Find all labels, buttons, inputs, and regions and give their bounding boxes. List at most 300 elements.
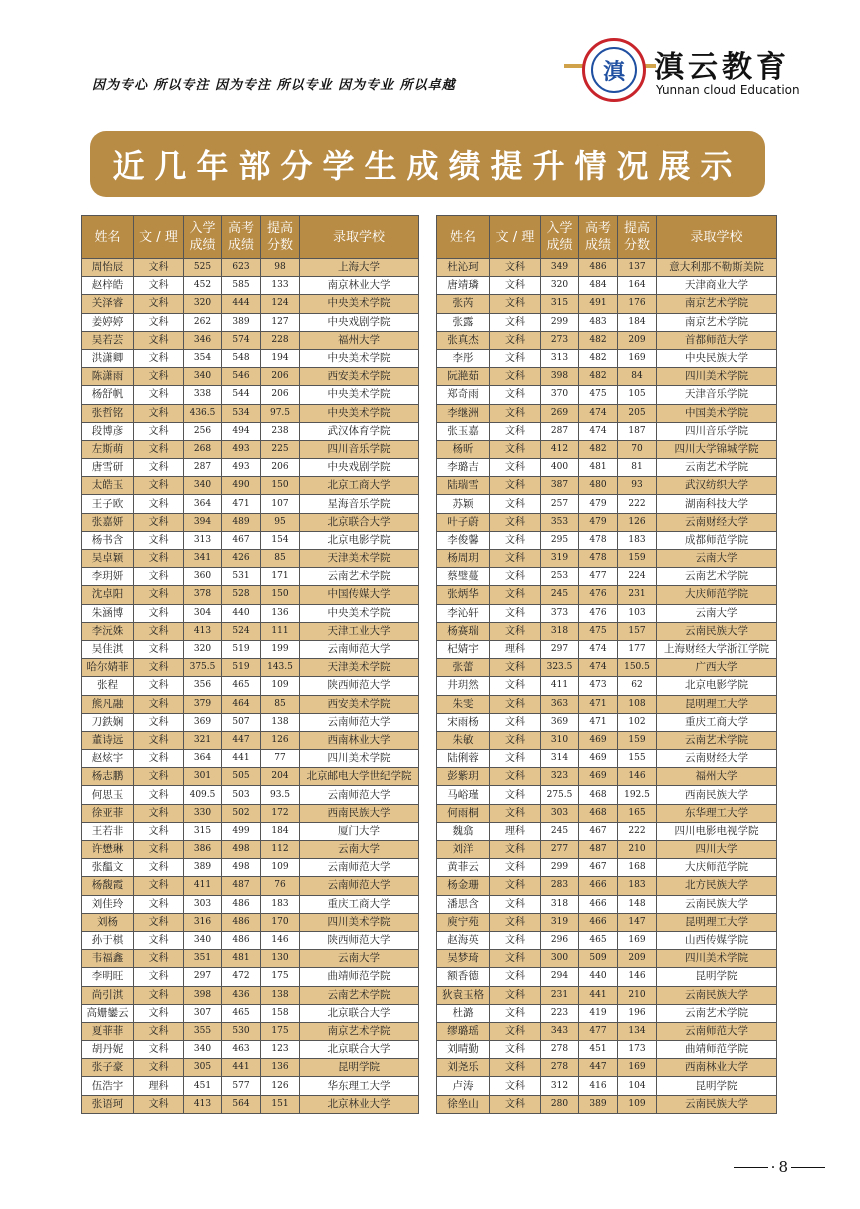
entry-score: 379 [184,695,222,713]
student-name: 哈尔婧菲 [82,659,134,677]
student-name: 赵海英 [437,931,490,949]
score-gain: 133 [261,277,300,295]
gaokao-score: 503 [222,786,261,804]
score-gain: 183 [261,895,300,913]
admitted-school: 大庆师范学院 [657,586,777,604]
admitted-school: 西南林业大学 [300,731,419,749]
gaokao-score: 474 [579,422,618,440]
entry-score: 375.5 [184,659,222,677]
table-row [82,1041,419,1059]
student-name: 刘尧乐 [437,1059,490,1077]
student-name: 关泽睿 [82,295,134,313]
subject-track: 文科 [134,622,184,640]
entry-score: 320 [541,277,579,295]
gaokao-score: 480 [579,477,618,495]
table-row [437,440,777,458]
admitted-school: 曲靖师范学院 [657,1041,777,1059]
student-name: 马峪瑾 [437,786,490,804]
entry-score: 299 [541,313,579,331]
table-row [82,659,419,677]
score-gain: 151 [261,1095,300,1113]
table-row [437,495,777,513]
subject-track: 文科 [490,259,541,277]
subject-track: 文科 [134,841,184,859]
table-row [437,568,777,586]
entry-score: 346 [184,331,222,349]
slogan: 因为专心 所以专注 因为专注 所以专业 因为专业 所以卓越 [92,78,456,93]
gaokao-score: 471 [579,695,618,713]
entry-score: 303 [184,895,222,913]
subject-track: 文科 [490,440,541,458]
entry-score: 231 [541,986,579,1004]
entry-score: 287 [184,459,222,477]
admitted-school: 北京电影学院 [300,531,419,549]
subject-track: 文科 [134,786,184,804]
admitted-school: 中国美术学院 [657,404,777,422]
table-row [82,877,419,895]
admitted-school: 北京邮电大学世纪学院 [300,768,419,786]
score-gain: 222 [618,822,657,840]
admitted-school: 云南艺术学院 [657,459,777,477]
admitted-school: 昆明理工大学 [657,913,777,931]
table-row [82,822,419,840]
gaokao-score: 465 [579,931,618,949]
subject-track: 文科 [490,804,541,822]
score-gain: 169 [618,1059,657,1077]
subject-track: 文科 [134,604,184,622]
entry-score: 296 [541,931,579,949]
page-number-text: 8 [778,1158,788,1176]
gaokao-score: 531 [222,568,261,586]
student-name: 何思玉 [82,786,134,804]
table-row [82,1004,419,1022]
admitted-school: 星海音乐学院 [300,495,419,513]
admitted-school: 云南民族大学 [657,622,777,640]
gaokao-score: 487 [222,877,261,895]
column-header: 入学 成绩 [541,216,579,259]
entry-score: 313 [541,349,579,367]
score-gain: 93.5 [261,786,300,804]
score-gain: 175 [261,968,300,986]
gaokao-score: 546 [222,368,261,386]
gaokao-score: 486 [222,895,261,913]
score-gain: 187 [618,422,657,440]
entry-score: 341 [184,550,222,568]
entry-score: 283 [541,877,579,895]
gaokao-score: 467 [222,531,261,549]
subject-track: 文科 [490,1095,541,1113]
student-name: 洪潇卿 [82,349,134,367]
entry-score: 295 [541,531,579,549]
table-row [437,368,777,386]
column-header: 姓名 [437,216,490,259]
subject-track: 文科 [490,459,541,477]
entry-score: 452 [184,277,222,295]
score-gain: 169 [618,931,657,949]
table-row [437,750,777,768]
gaokao-score: 440 [579,968,618,986]
entry-score: 409.5 [184,786,222,804]
score-gain: 209 [618,331,657,349]
subject-track: 文科 [134,1022,184,1040]
column-header: 入学 成绩 [184,216,222,259]
table-row [82,477,419,495]
subject-track: 文科 [490,1041,541,1059]
entry-score: 340 [184,931,222,949]
brand-name-cn: 滇云教育 [654,50,790,85]
admitted-school: 西南民族大学 [657,786,777,804]
table-row [82,968,419,986]
admitted-school: 山西传媒学院 [657,931,777,949]
student-name: 张程 [82,677,134,695]
subject-track: 文科 [490,531,541,549]
gaokao-score: 486 [579,259,618,277]
table-row [437,950,777,968]
score-gain: 124 [261,295,300,313]
entry-score: 315 [184,822,222,840]
score-gain: 169 [618,349,657,367]
entry-score: 370 [541,386,579,404]
admitted-school: 东华理工大学 [657,804,777,822]
score-gain: 127 [261,313,300,331]
table-row [437,713,777,731]
entry-score: 413 [184,622,222,640]
score-gain: 76 [261,877,300,895]
table-row [437,513,777,531]
subject-track: 文科 [134,259,184,277]
table-header-row [437,216,777,259]
gaokao-score: 479 [579,513,618,531]
gaokao-score: 487 [579,841,618,859]
gaokao-score: 465 [222,677,261,695]
admitted-school: 云南艺术学院 [657,568,777,586]
gaokao-score: 465 [222,1004,261,1022]
score-gain: 138 [261,986,300,1004]
entry-score: 314 [541,750,579,768]
gaokao-score: 494 [222,422,261,440]
table-row [437,1077,777,1095]
score-gain: 109 [261,859,300,877]
entry-score: 411 [541,677,579,695]
score-gain: 224 [618,568,657,586]
student-name: 张蕾 [437,659,490,677]
subject-track: 理科 [490,640,541,658]
student-name: 李玥妍 [82,568,134,586]
score-gain: 107 [261,495,300,513]
table-row [82,931,419,949]
score-gain: 209 [618,950,657,968]
subject-track: 文科 [134,1004,184,1022]
gaokao-score: 486 [222,913,261,931]
gaokao-score: 441 [579,986,618,1004]
student-name: 吴卓颖 [82,550,134,568]
student-name: 张子豪 [82,1059,134,1077]
subject-track: 文科 [490,677,541,695]
gaokao-score: 507 [222,713,261,731]
entry-score: 320 [184,295,222,313]
entry-score: 319 [541,913,579,931]
gaokao-score: 475 [579,386,618,404]
student-name: 张炳华 [437,586,490,604]
table-row [437,1022,777,1040]
student-name: 张玉嘉 [437,422,490,440]
admitted-school: 北京联合大学 [300,1041,419,1059]
entry-score: 273 [541,331,579,349]
student-name: 郑奇雨 [437,386,490,404]
entry-score: 312 [541,1077,579,1095]
subject-track: 文科 [134,1059,184,1077]
gaokao-score: 481 [579,459,618,477]
score-gain: 123 [261,1041,300,1059]
student-name: 吴梦琦 [437,950,490,968]
score-gain: 146 [261,931,300,949]
score-gain: 168 [618,859,657,877]
score-gain: 109 [261,677,300,695]
table-row [82,950,419,968]
score-gain: 104 [618,1077,657,1095]
score-gain: 146 [618,768,657,786]
entry-score: 398 [541,368,579,386]
student-name: 左斯萌 [82,440,134,458]
admitted-school: 中央戏剧学院 [300,459,419,477]
admitted-school: 北京电影学院 [657,677,777,695]
entry-score: 253 [541,568,579,586]
student-name: 李继洲 [437,404,490,422]
table-row [82,1095,419,1113]
subject-track: 文科 [134,477,184,495]
gaokao-score: 623 [222,259,261,277]
subject-track: 文科 [134,859,184,877]
table-row [437,1095,777,1113]
entry-score: 386 [184,841,222,859]
subject-track: 文科 [490,622,541,640]
subject-track: 文科 [134,695,184,713]
gaokao-score: 498 [222,859,261,877]
table-row [437,804,777,822]
gaokao-score: 489 [222,513,261,531]
student-name: 孙于棋 [82,931,134,949]
table-row [82,295,419,313]
admitted-school: 云南艺术学院 [657,731,777,749]
score-gain: 199 [261,640,300,658]
entry-score: 310 [541,731,579,749]
gaokao-score: 464 [222,695,261,713]
table-row [82,495,419,513]
student-name: 阮滟茹 [437,368,490,386]
score-gain: 154 [261,531,300,549]
subject-track: 文科 [134,931,184,949]
gaokao-score: 469 [579,731,618,749]
student-name: 伍浩宇 [82,1077,134,1095]
subject-track: 文科 [490,731,541,749]
table-row [82,731,419,749]
gaokao-score: 481 [222,950,261,968]
entry-score: 313 [184,531,222,549]
subject-track: 文科 [134,404,184,422]
table-row [437,913,777,931]
entry-score: 373 [541,604,579,622]
admitted-school: 四川音乐学院 [657,422,777,440]
entry-score: 378 [184,586,222,604]
admitted-school: 北京联合大学 [300,1004,419,1022]
student-name: 赵梓皓 [82,277,134,295]
entry-score: 245 [541,586,579,604]
student-name: 李彤 [437,349,490,367]
score-gain: 137 [618,259,657,277]
gaokao-score: 466 [579,895,618,913]
subject-track: 文科 [490,495,541,513]
table-row [437,895,777,913]
score-gain: 159 [618,731,657,749]
gaokao-score: 447 [579,1059,618,1077]
table-row [82,531,419,549]
gaokao-score: 416 [579,1077,618,1095]
page-rule [791,1167,825,1168]
entry-score: 297 [541,640,579,658]
student-name: 王若非 [82,822,134,840]
score-gain: 150.5 [618,659,657,677]
score-gain: 177 [618,640,657,658]
subject-track: 文科 [490,931,541,949]
table-header-row [82,216,419,259]
admitted-school: 云南财经大学 [657,750,777,768]
admitted-school: 厦门大学 [300,822,419,840]
column-header: 高考 成绩 [579,216,618,259]
entry-score: 394 [184,513,222,531]
student-name: 张嘉妍 [82,513,134,531]
admitted-school: 湖南科技大学 [657,495,777,513]
gaokao-score: 544 [222,386,261,404]
admitted-school: 武汉体育学院 [300,422,419,440]
table-row [82,550,419,568]
score-gain: 196 [618,1004,657,1022]
score-gain: 150 [261,477,300,495]
page-number [728,1158,828,1176]
subject-track: 文科 [490,968,541,986]
column-header: 高考 成绩 [222,216,261,259]
subject-track: 文科 [134,640,184,658]
table-row [82,804,419,822]
admitted-school: 陕西师范大学 [300,931,419,949]
student-name: 杨昕 [437,440,490,458]
subject-track: 文科 [134,677,184,695]
table-row [82,677,419,695]
column-header: 提高 分数 [261,216,300,259]
gaokao-score: 477 [579,1022,618,1040]
score-gain: 77 [261,750,300,768]
table-row [437,659,777,677]
table-row [82,331,419,349]
student-name: 杨书含 [82,531,134,549]
gaokao-score: 574 [222,331,261,349]
subject-track: 文科 [490,859,541,877]
admitted-school: 上海大学 [300,259,419,277]
gaokao-score: 476 [579,586,618,604]
gaokao-score: 440 [222,604,261,622]
entry-score: 300 [541,950,579,968]
admitted-school: 福州大学 [300,331,419,349]
score-gain: 134 [618,1022,657,1040]
entry-score: 297 [184,968,222,986]
score-gain: 206 [261,368,300,386]
subject-track: 文科 [134,531,184,549]
entry-score: 304 [184,604,222,622]
admitted-school: 中国传媒大学 [300,586,419,604]
admitted-school: 意大利那不勒斯美院 [657,259,777,277]
subject-track: 文科 [490,386,541,404]
entry-score: 277 [541,841,579,859]
student-name: 唐靖璘 [437,277,490,295]
entry-score: 389 [184,859,222,877]
table-row [82,349,419,367]
table-row [82,622,419,640]
entry-score: 299 [541,859,579,877]
entry-score: 340 [184,368,222,386]
gaokao-score: 463 [222,1041,261,1059]
subject-track: 文科 [490,1022,541,1040]
subject-track: 文科 [134,586,184,604]
student-name: 额香德 [437,968,490,986]
score-gain: 150 [261,586,300,604]
admitted-school: 云南大学 [657,604,777,622]
gaokao-score: 519 [222,640,261,658]
student-name: 杨舒帆 [82,386,134,404]
subject-track: 文科 [134,768,184,786]
student-name: 陆瑞雪 [437,477,490,495]
entry-score: 269 [541,404,579,422]
subject-track: 文科 [134,968,184,986]
student-name: 刘佳玲 [82,895,134,913]
student-name: 胡丹妮 [82,1041,134,1059]
admitted-school: 昆明学院 [657,1077,777,1095]
subject-track: 文科 [134,331,184,349]
entry-score: 413 [184,1095,222,1113]
subject-track: 文科 [490,349,541,367]
score-gain: 206 [261,459,300,477]
admitted-school: 大庆师范学院 [657,859,777,877]
student-name: 杨周玥 [437,550,490,568]
admitted-school: 云南师范大学 [300,877,419,895]
entry-score: 287 [541,422,579,440]
page-dot: · [770,1158,776,1176]
entry-score: 411 [184,877,222,895]
student-name: 朱涵博 [82,604,134,622]
student-name: 刘杨 [82,913,134,931]
entry-score: 369 [184,713,222,731]
gaokao-score: 474 [579,659,618,677]
entry-score: 307 [184,1004,222,1022]
entry-score: 321 [184,731,222,749]
entry-score: 351 [184,950,222,968]
subject-track: 文科 [490,950,541,968]
gaokao-score: 447 [222,731,261,749]
table-row [437,349,777,367]
gaokao-score: 499 [222,822,261,840]
subject-track: 文科 [490,604,541,622]
subject-track: 文科 [490,331,541,349]
admitted-school: 福州大学 [657,768,777,786]
score-gain: 85 [261,695,300,713]
admitted-school: 广西大学 [657,659,777,677]
gaokao-score: 482 [579,440,618,458]
entry-score: 268 [184,440,222,458]
admitted-school: 四川电影电视学院 [657,822,777,840]
entry-score: 245 [541,822,579,840]
score-gain: 171 [261,568,300,586]
admitted-school: 南京艺术学院 [657,295,777,313]
subject-track: 文科 [490,295,541,313]
admitted-school: 西安美术学院 [300,368,419,386]
